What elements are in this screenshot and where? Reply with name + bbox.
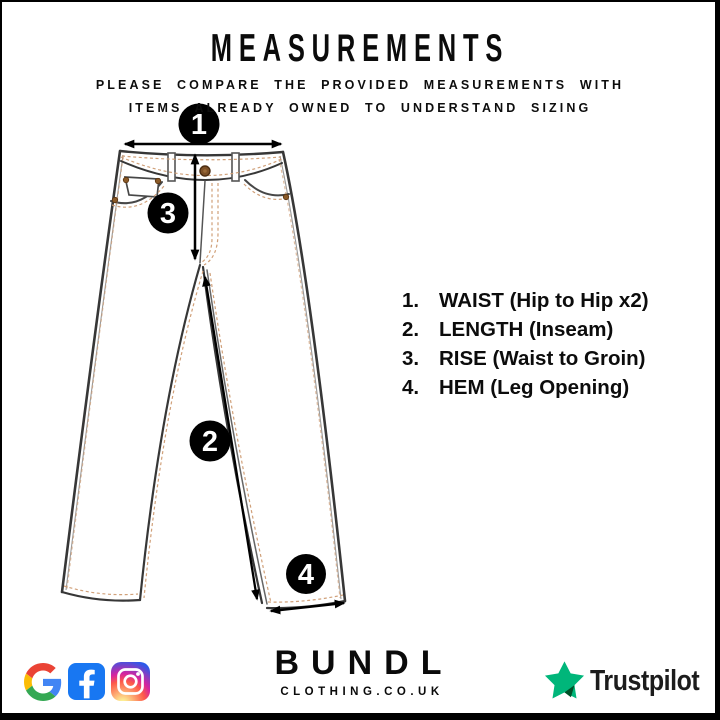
subtitle (0, 74, 720, 120)
header (0, 27, 720, 120)
badge-2-number: 2 (201, 426, 219, 458)
legend-item-length (402, 315, 649, 344)
measurement-legend (402, 286, 649, 402)
trustpilot-label: Trustpilot (590, 664, 700, 697)
legend-number: 1. (402, 289, 420, 312)
badge-3-number: 3 (159, 198, 177, 230)
rivet (155, 178, 160, 183)
rivet (283, 194, 288, 199)
legend-number: 4. (402, 376, 420, 399)
jeans-button-center (203, 169, 207, 173)
subtitle-line-2: ITEMS ALREADY OWNED TO UNDERSTAND SIZING (128, 101, 592, 115)
legend-label: HEM (Leg Opening) (439, 376, 630, 399)
page-title: MEASUREMENTS (210, 27, 510, 70)
rivet (123, 177, 128, 182)
badge-2-length (190, 421, 231, 462)
brand-domain: CLOTHING.CO.UK (280, 686, 444, 698)
legend-item-hem (402, 373, 649, 402)
jeans-body (62, 151, 345, 608)
brand-name: BUNDL (274, 644, 454, 682)
badge-3-rise (148, 193, 189, 234)
legend-label: RISE (Waist to Groin) (439, 347, 646, 370)
subtitle-line-1: PLEASE COMPARE THE PROVIDED MEASUREMENTS WITH (95, 78, 625, 92)
legend-item-waist (402, 286, 649, 315)
legend-label: WAIST (Hip to Hip x2) (439, 289, 649, 312)
legend-label: LENGTH (Inseam) (439, 318, 614, 341)
trustpilot-logo[interactable] (544, 661, 717, 701)
trustpilot-star-icon (544, 661, 585, 701)
badge-4-hem (286, 554, 326, 594)
legend-number: 2. (402, 318, 420, 341)
legend-number: 3. (402, 347, 420, 370)
rivet (112, 197, 117, 202)
badge-4-number: 4 (297, 559, 315, 591)
legend-item-rise (402, 344, 649, 373)
badge-1-number: 1 (190, 109, 208, 141)
jeans-measurement-diagram (55, 103, 395, 648)
jeans-illustration (62, 151, 345, 608)
